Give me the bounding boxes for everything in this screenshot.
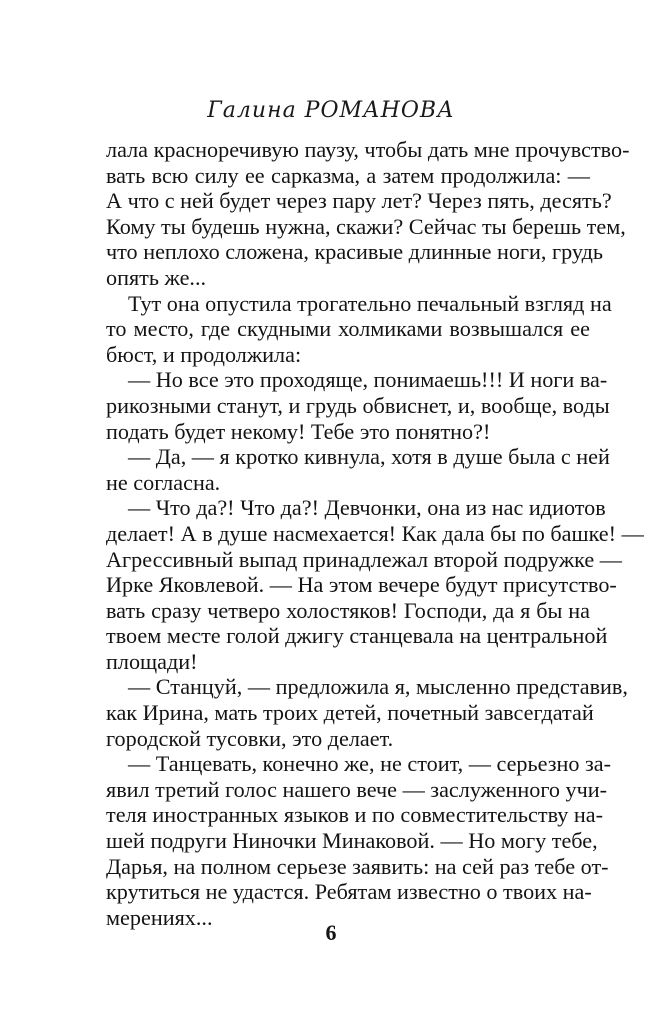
text-line: Дарья, на полном серьезе заявить: на сей раз тебе от-	[106, 853, 609, 879]
text-line: бюст, и продолжила:	[106, 341, 302, 367]
text-line: опять же...	[106, 264, 207, 290]
text-line: площади!	[106, 648, 198, 674]
text-line: городской тусовки, это делает.	[106, 725, 394, 751]
text-line: мерениях...	[106, 904, 213, 930]
text-line: Кому ты будешь нужна, скажи? Сейчас ты берешь тем,	[106, 213, 626, 239]
text-line: крутиться не удастся. Ребятам известно о твоих на-	[106, 879, 592, 905]
page-number: 6	[325, 920, 337, 945]
text-line: шей подруги Ниночки Минаковой. — Но могу тебе,	[106, 828, 598, 854]
text-line: что неплохо сложена, красивые длинные ноги, грудь	[106, 239, 604, 265]
text-line: Тут она опустила трогательно печальный взгляд на	[128, 290, 612, 316]
text-line: — Но все это проходяще, понимаешь!!! И ноги ва-	[128, 367, 608, 393]
text-line: делает! А в душе насмехается! Как дала бы по башке! —	[106, 520, 644, 546]
text-line: рикозными станут, и грудь обвиснет, и, вообще, воды	[106, 392, 610, 418]
text-line: — Что да?! Что да?! Девчонки, она из нас идиотов	[128, 495, 606, 521]
text-line: Агрессивный выпад принадлежал второй подружке —	[106, 546, 622, 572]
text-line: то место, где скудными холмиками возвышался ее	[106, 316, 590, 342]
text-line: Ирке Яковлевой. — На этом вечере будут присутство-	[106, 572, 617, 598]
text-line: явил третий голос нашего вече — заслуженного учи-	[106, 776, 608, 802]
text-line: А что с ней будет через пару лет? Через пять, десять?	[106, 188, 612, 214]
text-line: лала красноречивую паузу, чтобы дать мне прочувство-	[106, 137, 630, 162]
text-line: теля иностранных языков и по совместительству на-	[106, 802, 604, 828]
text-line: твоем месте голой джигу станцевала на центральной	[106, 623, 608, 649]
text-line: — Да, — я кротко кивнула, хотя в душе была с ней	[128, 444, 610, 470]
running-head-title: Галина РОМАНОВА	[207, 98, 455, 123]
text-line: подать будет некому! Тебе это понятно?!	[106, 418, 491, 444]
body-text	[106, 137, 644, 930]
text-line: вать сразу четверо холостяков! Господи, да я бы на	[106, 597, 590, 623]
text-line: вать всю силу ее сарказма, а затем продолжила: —	[106, 162, 590, 188]
text-line: — Станцуй, — предложила я, мысленно представив,	[128, 674, 628, 700]
text-line: не согласна.	[106, 469, 221, 495]
text-line: — Танцевать, конечно же, не стоит, — серьезно за-	[128, 751, 612, 777]
text-line: как Ирина, мать троих детей, почетный завсегдатай	[106, 700, 594, 726]
